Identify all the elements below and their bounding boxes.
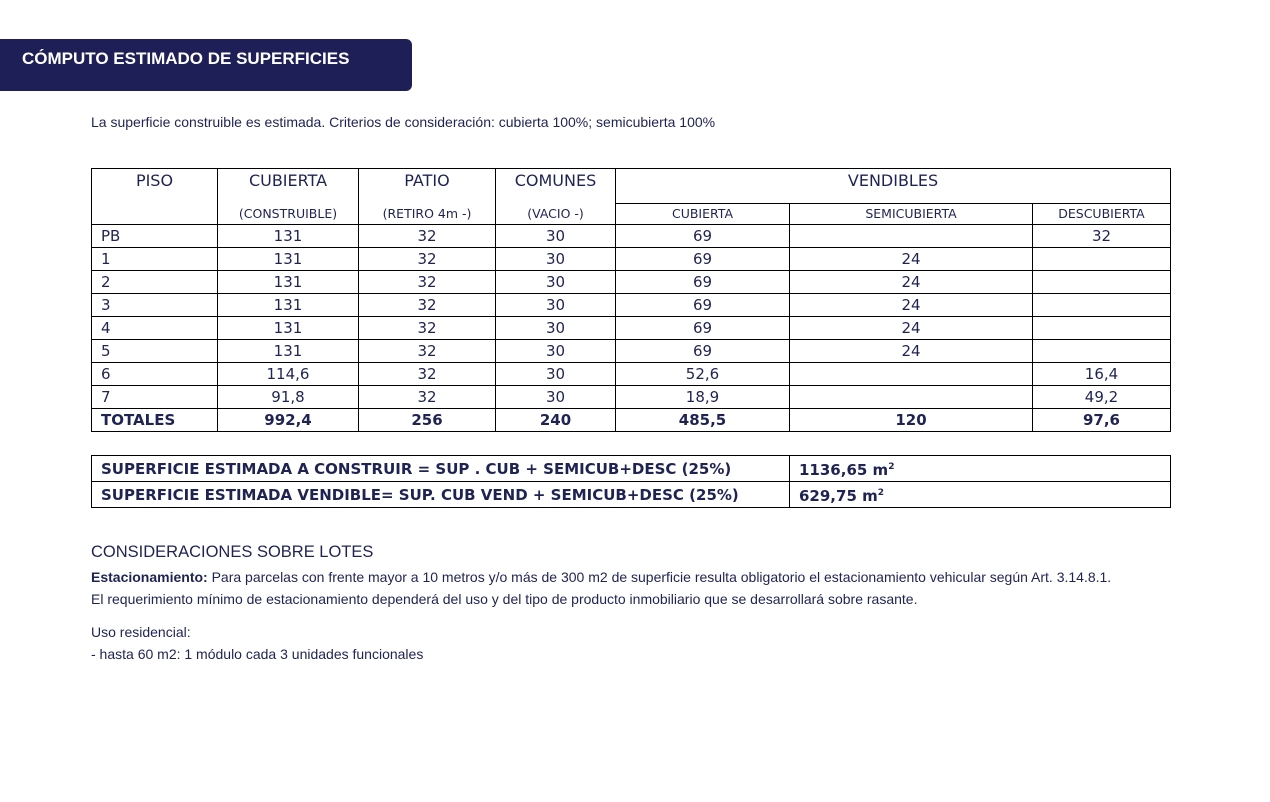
header-patio: PATIO (359, 169, 496, 204)
summary-row-vendible (92, 482, 1171, 508)
cell-patio: 32 (359, 317, 496, 340)
subheader-vend-semicubierta: SEMICUBIERTA (790, 204, 1033, 225)
cell-comunes: 30 (496, 317, 616, 340)
total-cubierta: 992,4 (218, 409, 359, 432)
cell-cubierta: 131 (218, 340, 359, 363)
cell-patio: 32 (359, 386, 496, 409)
considerations-heading: CONSIDERACIONES SOBRE LOTES (91, 543, 374, 561)
cell-vend-semicubierta (790, 363, 1033, 386)
subheader-patio: (RETIRO 4m -) (359, 204, 496, 225)
cell-vend-cubierta: 69 (616, 317, 790, 340)
cell-piso: PB (92, 225, 218, 248)
subheader-vend-cubierta: CUBIERTA (616, 204, 790, 225)
surfaces-table (91, 168, 1171, 432)
cell-piso: 5 (92, 340, 218, 363)
cell-vend-semicubierta (790, 386, 1033, 409)
requirement-paragraph: El requerimiento mínimo de estacionamiento dependerá del uso y del tipo de producto inmobiliario que se desarrollará sobre rasante. (91, 590, 918, 607)
cell-patio: 32 (359, 248, 496, 271)
totals-row (92, 409, 1171, 432)
total-comunes: 240 (496, 409, 616, 432)
cell-comunes: 30 (496, 340, 616, 363)
residential-label: Uso residencial: (91, 624, 191, 640)
cell-cubierta: 131 (218, 317, 359, 340)
total-vend-descubierta: 97,6 (1033, 409, 1171, 432)
summary-row-construir (92, 456, 1171, 482)
parking-paragraph (91, 567, 1151, 589)
cell-piso: 1 (92, 248, 218, 271)
cell-patio: 32 (359, 294, 496, 317)
cell-vend-descubierta (1033, 317, 1171, 340)
cell-vend-semicubierta (790, 225, 1033, 248)
cell-vend-descubierta (1033, 248, 1171, 271)
table-row (92, 386, 1171, 409)
subheader-cubierta: (CONSTRUIBLE) (218, 204, 359, 225)
cell-piso: 7 (92, 386, 218, 409)
table-row (92, 271, 1171, 294)
cell-comunes: 30 (496, 248, 616, 271)
totals-label: TOTALES (92, 409, 218, 432)
header-piso: PISO (92, 169, 218, 204)
subheader-comunes: (VACIO -) (496, 204, 616, 225)
summary-label: SUPERFICIE ESTIMADA VENDIBLE= SUP. CUB VEND + SEMICUB+DESC (25%) (92, 482, 790, 508)
cell-vend-semicubierta: 24 (790, 317, 1033, 340)
cell-comunes: 30 (496, 363, 616, 386)
residential-item: - hasta 60 m2: 1 módulo cada 3 unidades funcionales (91, 645, 424, 662)
intro-text: La superficie construible es estimada. Criterios de consideración: cubierta 100%; semicubierta 100% (91, 114, 716, 130)
cell-vend-cubierta: 69 (616, 225, 790, 248)
table-row (92, 317, 1171, 340)
table-row (92, 363, 1171, 386)
summary-table (91, 455, 1171, 508)
cell-piso: 4 (92, 317, 218, 340)
cell-cubierta: 91,8 (218, 386, 359, 409)
cell-comunes: 30 (496, 386, 616, 409)
total-vend-cubierta: 485,5 (616, 409, 790, 432)
total-vend-semicubierta: 120 (790, 409, 1033, 432)
table-row (92, 248, 1171, 271)
cell-vend-cubierta: 69 (616, 248, 790, 271)
cell-cubierta: 131 (218, 225, 359, 248)
cell-vend-semicubierta: 24 (790, 248, 1033, 271)
cell-comunes: 30 (496, 225, 616, 248)
cell-piso: 6 (92, 363, 218, 386)
cell-vend-descubierta (1033, 294, 1171, 317)
cell-vend-semicubierta: 24 (790, 294, 1033, 317)
total-patio: 256 (359, 409, 496, 432)
cell-vend-cubierta: 18,9 (616, 386, 790, 409)
cell-cubierta: 114,6 (218, 363, 359, 386)
cell-cubierta: 131 (218, 248, 359, 271)
table-row (92, 294, 1171, 317)
cell-vend-cubierta: 69 (616, 271, 790, 294)
cell-vend-cubierta: 52,6 (616, 363, 790, 386)
cell-patio: 32 (359, 225, 496, 248)
subheader-piso (92, 204, 218, 225)
cell-vend-cubierta: 69 (616, 294, 790, 317)
cell-patio: 32 (359, 340, 496, 363)
header-cubierta: CUBIERTA (218, 169, 359, 204)
cell-piso: 3 (92, 294, 218, 317)
table-header-row (92, 169, 1171, 204)
cell-vend-cubierta: 69 (616, 340, 790, 363)
cell-comunes: 30 (496, 271, 616, 294)
summary-value: 1136,65 $m^2$ (790, 456, 1171, 482)
cell-vend-descubierta (1033, 271, 1171, 294)
parking-label: Estacionamiento: (91, 569, 208, 585)
cell-vend-descubierta: 16,4 (1033, 363, 1171, 386)
cell-vend-descubierta (1033, 340, 1171, 363)
table-row (92, 340, 1171, 363)
cell-vend-descubierta: 32 (1033, 225, 1171, 248)
summary-value: 629,75 $m^2$ (790, 482, 1171, 508)
parking-text: Para parcelas con frente mayor a 10 metros y/o más de 300 m2 de superficie resulta obligatorio el estacionamiento vehicular según Art. 3.14.8.1. (207, 569, 1112, 585)
cell-patio: 32 (359, 363, 496, 386)
cell-comunes: 30 (496, 294, 616, 317)
page-title: CÓMPUTO ESTIMADO DE SUPERFICIES (22, 49, 350, 68)
cell-vend-semicubierta: 24 (790, 271, 1033, 294)
header-comunes: COMUNES (496, 169, 616, 204)
subheader-vend-descubierta: DESCUBIERTA (1033, 204, 1171, 225)
table-subheader-row (92, 204, 1171, 225)
summary-label: SUPERFICIE ESTIMADA A CONSTRUIR = SUP . CUB + SEMICUB+DESC (25%) (92, 456, 790, 482)
cell-vend-descubierta: 49,2 (1033, 386, 1171, 409)
cell-vend-semicubierta: 24 (790, 340, 1033, 363)
page-title-banner (0, 39, 412, 91)
cell-patio: 32 (359, 271, 496, 294)
cell-cubierta: 131 (218, 271, 359, 294)
cell-piso: 2 (92, 271, 218, 294)
cell-cubierta: 131 (218, 294, 359, 317)
considerations-section (91, 543, 1151, 665)
header-vendibles: VENDIBLES (616, 169, 1171, 204)
table-row (92, 225, 1171, 248)
